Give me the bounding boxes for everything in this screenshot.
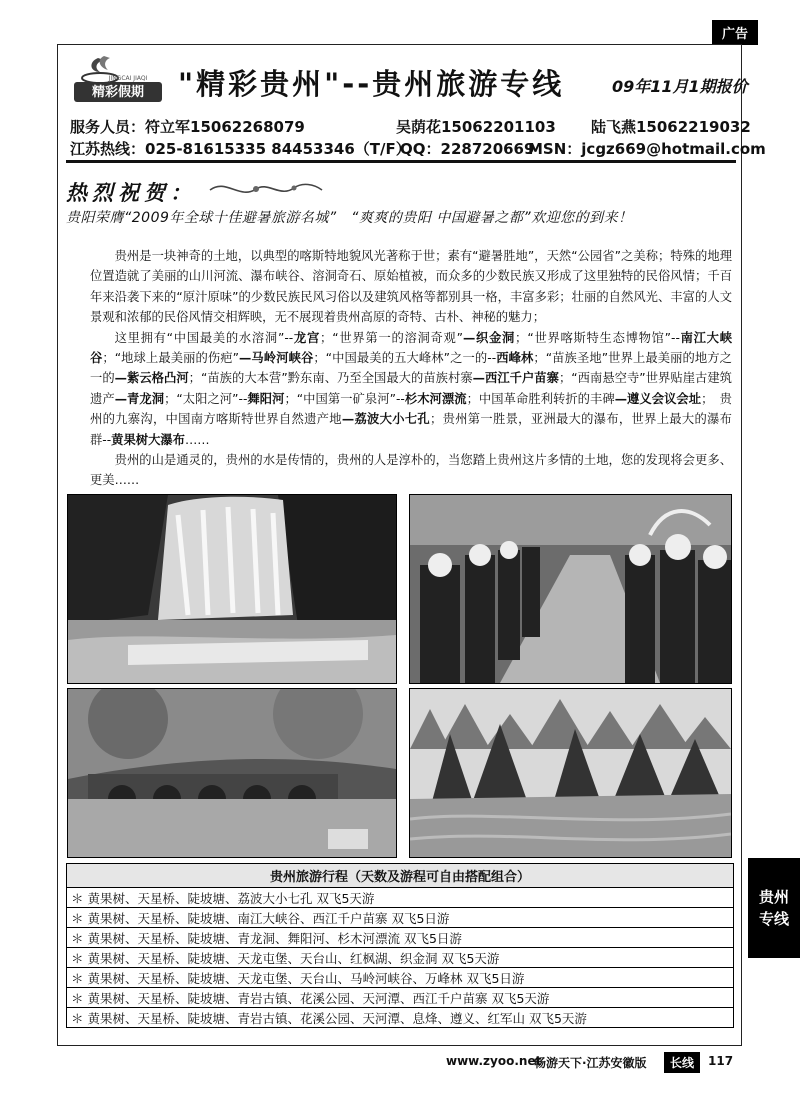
- hotline-numbers: 025-81615335 84453346（T/F）: [145, 140, 411, 158]
- attraction-name: —马岭河峡谷: [239, 351, 314, 366]
- side-tab-line-2: 专线: [758, 910, 789, 928]
- itinerary-row: ＊ 黄果树、天星桥、陡坡塘、青龙洞、舞阳河、杉木河漂流 双飞5日游: [67, 928, 734, 948]
- honor-banner: 贵阳荣膺“2009年全球十佳避暑旅游名城” “爽爽的贵阳 中国避暑之都”欢迎您的到来！: [66, 210, 633, 226]
- miao-festival-photo: [409, 494, 732, 684]
- footer-url: www.zyoo.net: [446, 1054, 542, 1068]
- header-rule: [66, 160, 736, 163]
- intro-text-segment: ；贵州第一胜景，亚洲最大的瀑布，世界上最大的瀑布群--: [90, 412, 732, 447]
- agency-logo: [70, 52, 166, 106]
- staff-2: 吴荫花15062201103: [396, 118, 556, 136]
- side-tab-line-1: 贵州: [758, 888, 789, 906]
- itinerary-row: ＊ 黄果树、天星桥、陡坡塘、荔波大小七孔 双飞5天游: [67, 888, 734, 908]
- intro-text-segment: ；“世界喀斯特生态博物馆”--: [515, 330, 680, 345]
- table-row: [67, 888, 734, 908]
- intro-text-segment: ；“地球上最美丽的伤疤”: [102, 351, 240, 366]
- logo-subtext: JINGCAI JIAQI: [108, 75, 148, 82]
- table-row: [67, 968, 734, 988]
- karst-peaks-photo: [409, 688, 732, 858]
- intro-paragraph-3: 贵州的山是通灵的，贵州的水是传情的，贵州的人是淳朴的，当您踏上贵州这片多情的土地，您的发现将会更多、更美……: [90, 453, 732, 488]
- attraction-name: 杉木河漂流: [404, 391, 467, 406]
- attraction-name: 舞阳河: [247, 391, 285, 406]
- logo-text: 精彩假期: [91, 85, 145, 100]
- attraction-name: —织金洞: [462, 330, 516, 345]
- intro-text-segment: ；“苗族的大本营”黔东南、乃至全国最大的苗族村寨: [188, 371, 473, 386]
- intro-text-segment: ；“世界第一的溶洞奇观”: [319, 330, 463, 345]
- flourish-ornament: [206, 176, 326, 202]
- staff-line: [70, 116, 305, 137]
- qq-contact: QQ：228720669: [400, 140, 535, 158]
- attraction-name: —紫云格凸河: [114, 371, 189, 386]
- intro-text-segment: ；“西南悬空寺”世界贴崖古建筑遗产: [90, 371, 732, 406]
- intro-text-segment: ；中国革命胜利转折的丰碑: [466, 391, 615, 406]
- attraction-name: 龙宫: [293, 330, 320, 345]
- page-title: "精彩贵州"--贵州旅游专线: [178, 67, 565, 101]
- table-row: [67, 928, 734, 948]
- intro-text-segment: ；“苗族圣地”世界上最美丽的地方之一的: [90, 351, 732, 386]
- issue-label: 09年11月1期报价: [612, 77, 748, 96]
- itinerary-header: 贵州旅游行程（天数及游程可自由搭配组合）: [67, 864, 734, 888]
- attraction-name: 南江大峡谷: [90, 330, 732, 366]
- section-side-tab: [748, 858, 800, 958]
- intro-paragraph-1: 贵州是一块神奇的土地，以典型的喀斯特地貌风光著称于世；素有“避暑胜地”，天然“公园省”之美称；特殊的地理位置造就了美丽的山川河流、瀑布峡谷、溶洞奇石、原始植被，而众多的少数民族又形成了这里独特的民俗风情；千百年来沿袭下来的“原汁原味”的少数民族民风习俗以及建筑风格等都别具一格，丰富多彩；壮丽的自然风光、丰富的人文景观和浓郁的民俗风情交相辉映，无不展现着贵州高原的奇特、古朴、神秘的魅力；: [90, 249, 732, 325]
- staff-3: 陆飞燕15062219032: [591, 118, 751, 136]
- ad-tag: 广告: [712, 20, 758, 45]
- page-number: 117: [708, 1054, 734, 1068]
- intro-paragraph-2: [90, 328, 732, 450]
- attraction-name: 西峰林: [496, 351, 534, 366]
- itinerary-row: ＊ 黄果树、天星桥、陡坡塘、青岩古镇、花溪公园、天河潭、息烽、遵义、红军山 双飞5天游: [67, 1008, 734, 1028]
- footer-badge: 长线: [664, 1052, 700, 1073]
- staff-1: 符立军15062268079: [145, 118, 305, 136]
- itinerary-table: [66, 863, 734, 1028]
- itinerary-row: ＊ 黄果树、天星桥、陡坡塘、南江大峡谷、西江千户苗寨 双飞5日游: [67, 908, 734, 928]
- footer-publication: 畅游天下·江苏安徽版: [534, 1056, 647, 1070]
- intro-text-segment: ；“中国第一矿泉河”--: [284, 391, 405, 406]
- table-row: [67, 908, 734, 928]
- intro-text-segment: 这里拥有“中国最美的水溶洞”--: [114, 330, 294, 345]
- stone-bridge-photo: [67, 688, 397, 858]
- attraction-name: —荔波大小七孔: [341, 412, 431, 427]
- intro-text-segment: ； 贵州的九寨沟，中国南方喀斯特世界自然遗产地: [90, 391, 732, 427]
- waterfall-photo: [67, 494, 397, 684]
- congrats-heading: 热烈祝贺：: [66, 181, 196, 205]
- hotline-label: 江苏热线：: [70, 140, 146, 158]
- attraction-name: —西江千户苗寨: [472, 371, 559, 386]
- itinerary-row: ＊ 黄果树、天星桥、陡坡塘、天龙屯堡、天台山、马岭河峡谷、万峰林 双飞5日游: [67, 968, 734, 988]
- itinerary-row: ＊ 黄果树、天星桥、陡坡塘、天龙屯堡、天台山、红枫湖、织金洞 双飞5天游: [67, 948, 734, 968]
- table-row: [67, 1008, 734, 1028]
- hotline-line: [70, 138, 411, 159]
- attraction-name: 黄果树大瀑布: [111, 432, 185, 447]
- intro-text-segment: ；“中国最美的五大峰林”之一的--: [313, 351, 497, 366]
- staff-label: 服务人员：: [70, 118, 146, 136]
- intro-text: [90, 246, 732, 491]
- attraction-name: —遵义会议会址: [614, 391, 702, 406]
- attraction-name: —青龙洞: [114, 391, 165, 406]
- msn-contact: MSN：jcgz669@hotmail.com: [528, 140, 766, 158]
- table-row: [67, 948, 734, 968]
- table-row: [67, 988, 734, 1008]
- itinerary-row: ＊ 黄果树、天星桥、陡坡塘、青岩古镇、花溪公园、天河潭、西江千户苗寨 双飞5天游: [67, 988, 734, 1008]
- intro-text-segment: ；“太阳之河”--: [164, 391, 248, 406]
- intro-text-segment: ……: [184, 432, 210, 447]
